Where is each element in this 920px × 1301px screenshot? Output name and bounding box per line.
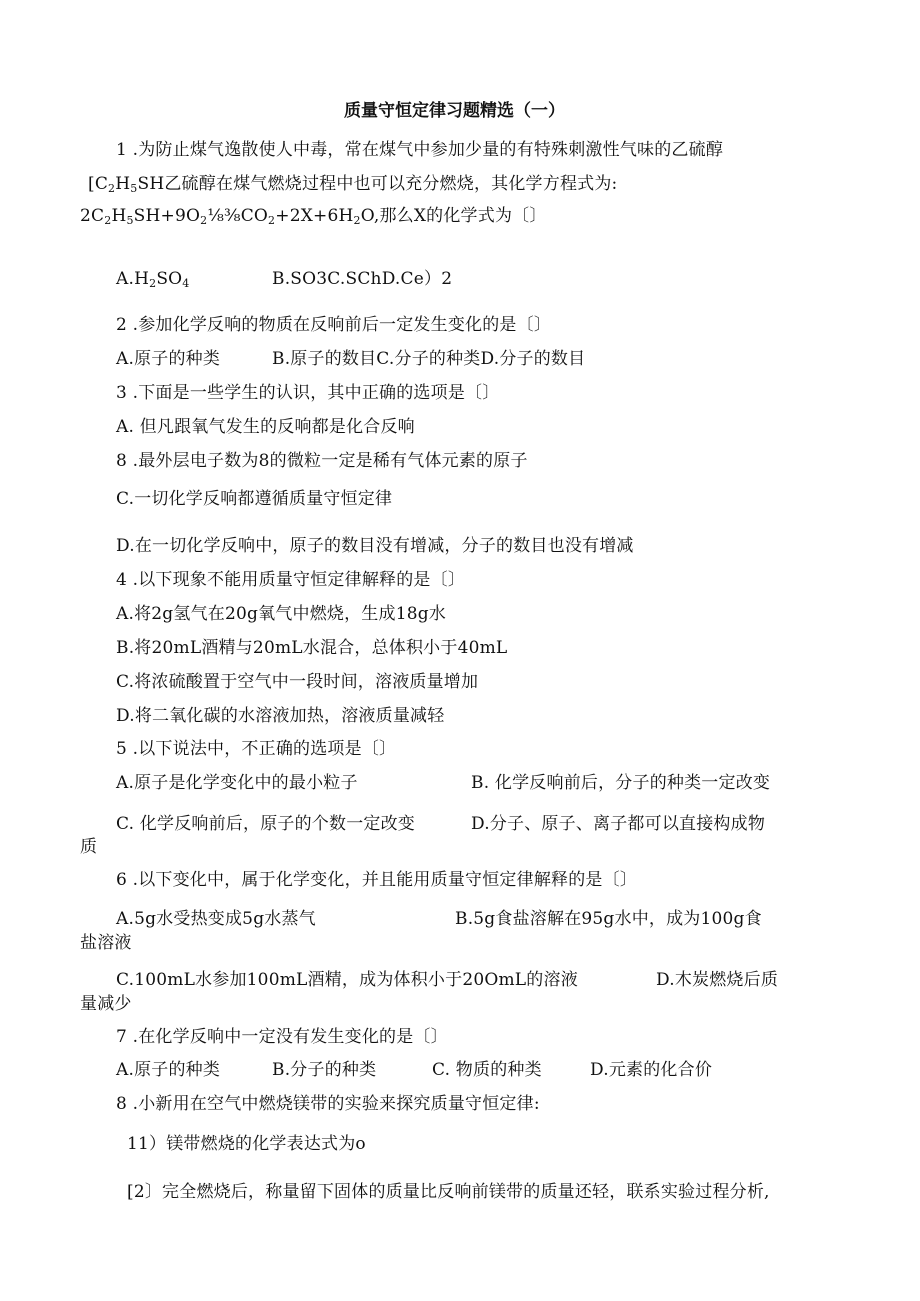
q7-option-d: D.元素的化合价 (590, 1060, 713, 1080)
q6-option-b: B.5g食盐溶解在95g水中，成为100g食 (455, 909, 762, 929)
q6-option-d: D.木炭燃烧后质 (656, 970, 779, 990)
q4-option-b: B.将20mL酒精与20mL水混合，总体积小于40mL (116, 638, 508, 658)
q1-option-a: $A.H_2SO_4$ (116, 269, 190, 290)
q7-stem: 7 .在化学反响中一定没有发生变化的是〔〕 (116, 1027, 448, 1047)
q1-option-bcd: B.SO3C.SChD.Ce）2 (272, 269, 453, 289)
q3-option-b: 8 .最外层电子数为8的微粒一定是稀有气体元素的原子 (116, 451, 528, 471)
q6-option-a: A.5g水受热变成5g水蒸气 (116, 909, 316, 929)
q5-option-d: D.分子、原子、离子都可以直接构成物 (471, 814, 766, 834)
q5-stem: 5 .以下说法中，不正确的选项是〔〕 (116, 739, 397, 759)
q6-option-c: C.100mL水参加100mL酒精，成为体积小于20OmL的溶液 (116, 970, 578, 990)
q8-subquestion-1: 11）镁带燃烧的化学表达式为o (127, 1134, 366, 1154)
q5-option-d-continued: 质 (80, 837, 98, 857)
q3-stem: 3 .下面是一些学生的认识，其中正确的选项是〔〕 (116, 383, 500, 403)
q3-option-c: C.一切化学反响都遵循质量守恒定律 (116, 489, 393, 509)
q1-stem-line2: [$C_2H_5SH$乙硫醇在煤气燃烧过程中也可以充分燃烧，其化学方程式为: (88, 174, 618, 195)
q7-option-a: A.原子的种类 (116, 1060, 221, 1080)
q3-option-d: D.在一切化学反响中，原子的数目没有增减，分子的数目也没有增减 (116, 536, 634, 556)
q2-option-bcd: B.原子的数目C.分子的种类D.分子的数目 (272, 349, 586, 369)
q2-option-a: A.原子的种类 (116, 349, 221, 369)
q6-option-d-continued: 量减少 (80, 994, 132, 1014)
q3-option-a: A. 但凡跟氧气发生的反响都是化合反响 (116, 417, 415, 437)
q5-option-b: B. 化学反响前后，分子的种类一定改变 (471, 773, 771, 793)
q6-stem: 6 .以下变化中，属于化学变化，并且能用质量守恒定律解释的是〔〕 (116, 870, 638, 890)
q7-option-c: C. 物质的种类 (432, 1060, 542, 1080)
q1-equation-line: $2C_2H_5SH+9O_2\frac{1}{8}\frac{3}{8}CO_2+2X+6H_2O$,那么X的化学式为〔〕 (80, 206, 547, 227)
q7-option-b: B.分子的种类 (272, 1060, 377, 1080)
q8-subquestion-2: [2〕完全燃烧后，称量留下固体的质量比反响前镁带的质量还轻，联系实验过程分析, (127, 1182, 770, 1202)
q4-option-c: C.将浓硫酸置于空气中一段时间，溶液质量增加 (116, 672, 479, 692)
q5-option-c: C. 化学反响前后，原子的个数一定改变 (116, 814, 416, 834)
q1-stem-line1: 1 .为防止煤气逸散使人中毒，常在煤气中参加少量的有特殊刺激性气味的乙硫醇 (116, 140, 724, 160)
q4-option-d: D.将二氧化碳的水溶液加热，溶液质量减轻 (116, 706, 445, 726)
q4-option-a: A.将2g氢气在20g氧气中燃烧，生成18g水 (116, 604, 447, 624)
q4-stem: 4 .以下现象不能用质量守恒定律解释的是〔〕 (116, 570, 466, 590)
q8-stem: 8 .小新用在空气中燃烧镁带的实验来探究质量守恒定律: (116, 1094, 540, 1114)
page-title: 质量守恒定律习题精选（一） (344, 101, 565, 121)
q2-stem: 2 .参加化学反响的物质在反响前后一定发生变化的是〔〕 (116, 315, 552, 335)
q5-option-a: A.原子是化学变化中的最小粒子 (116, 773, 358, 793)
q6-option-b-continued: 盐溶液 (80, 933, 132, 953)
